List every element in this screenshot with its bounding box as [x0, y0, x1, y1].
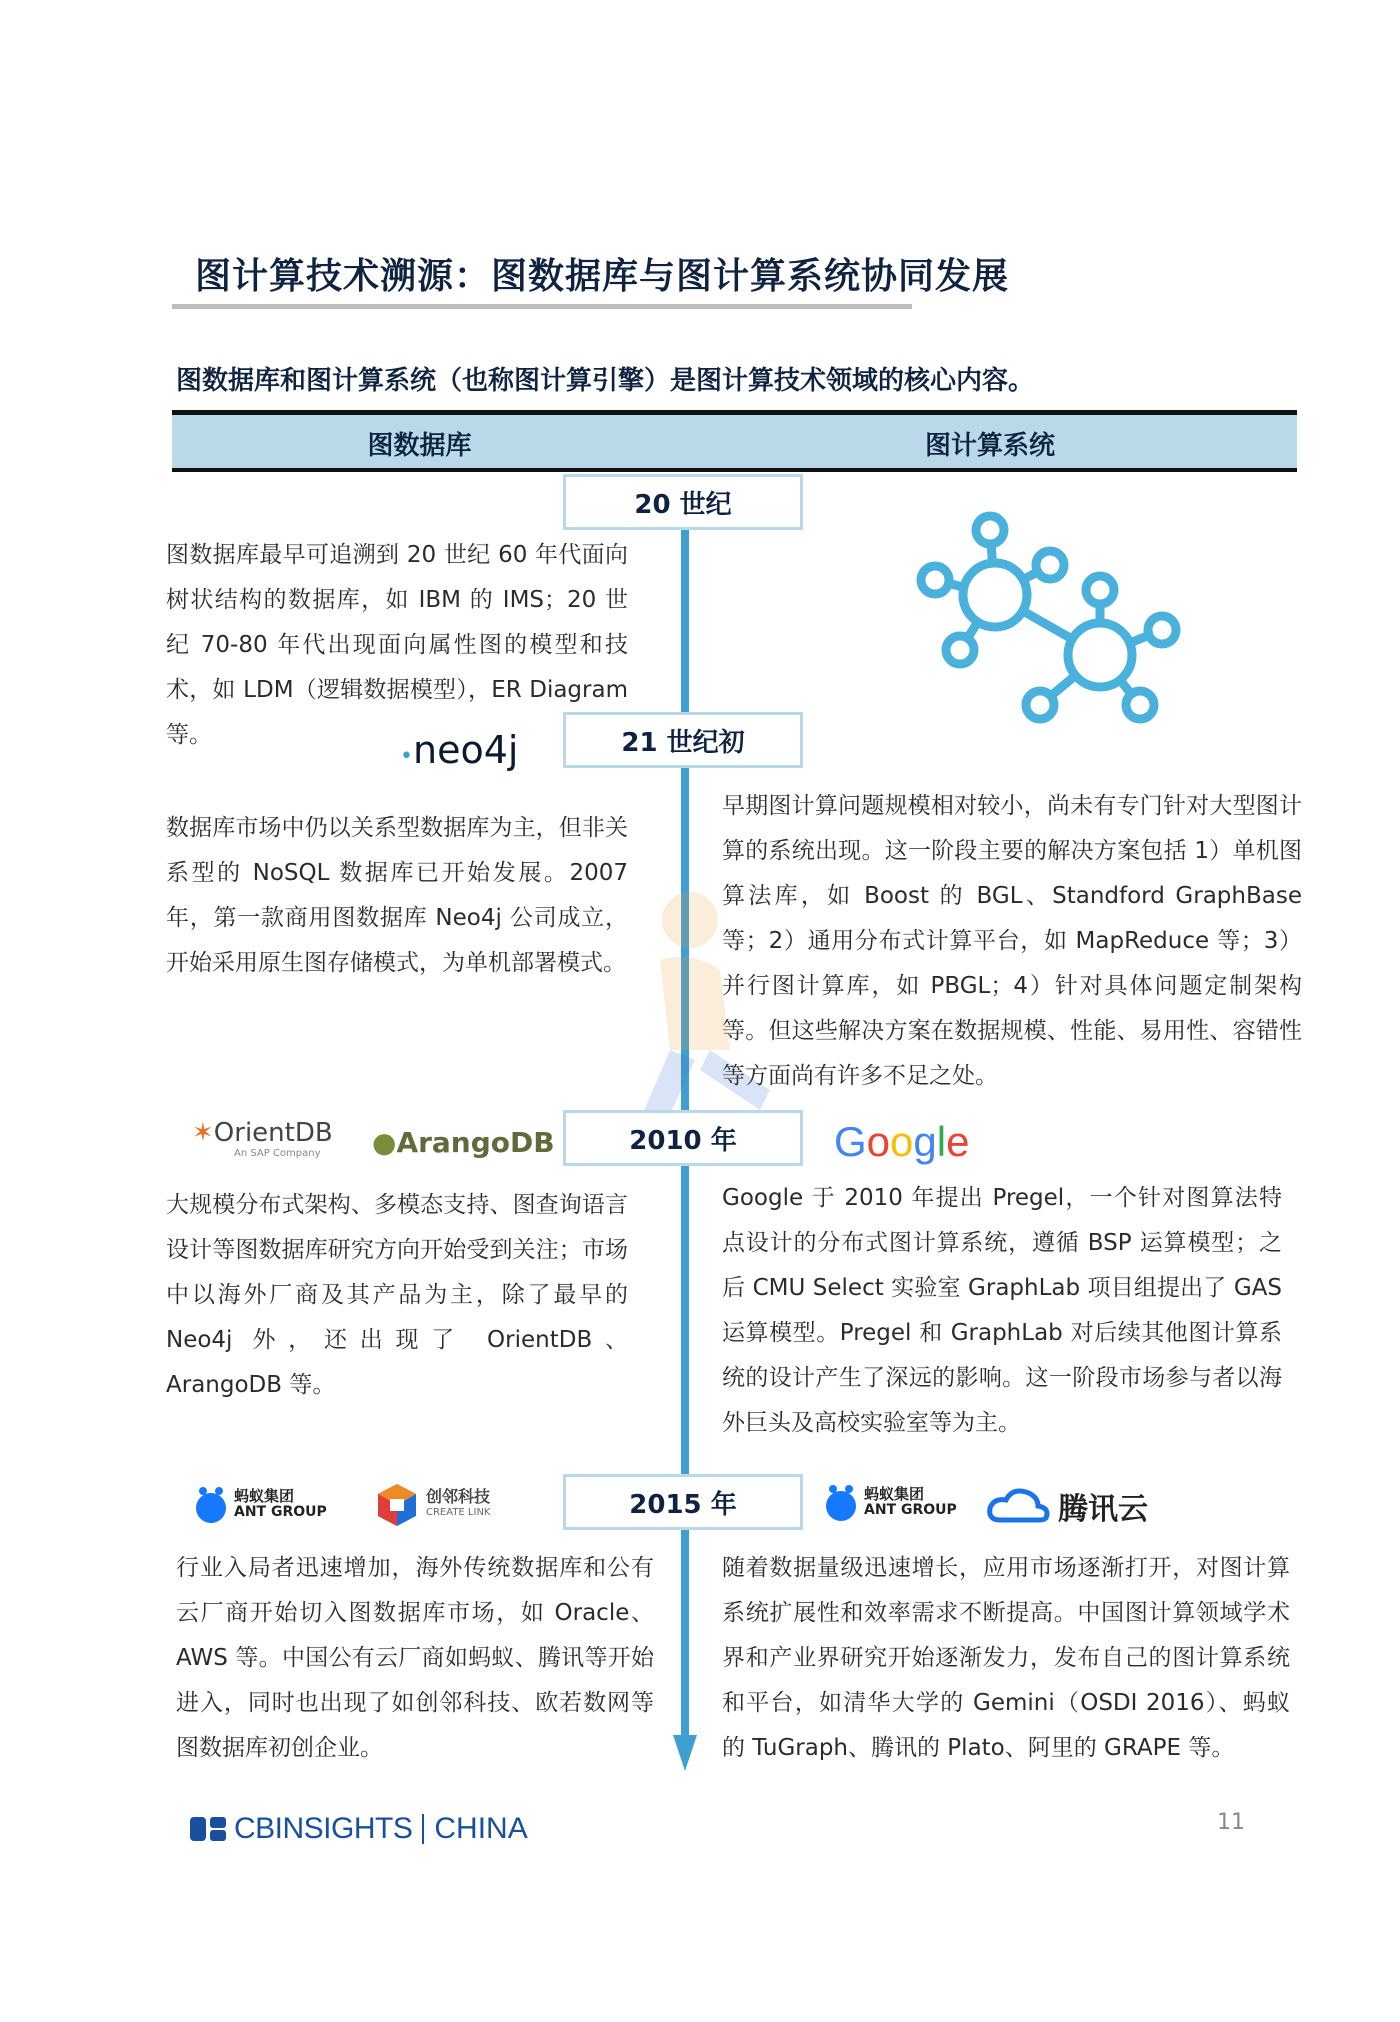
- avocado-icon: ●: [372, 1126, 397, 1159]
- right-text-early-21st-century: 早期图计算问题规模相对较小，尚未有专门针对大型图计算的系统出现。这一阶段主要的解决方案包括 1）单机图算法库，如 Boost 的 BGL、Standford GraphBase 等；2）通用分布式计算平台，如 MapReduce 等；3）并行图计算库，如 PBGL；4）针对具体问题定制架构等。但这些解决方案在数据规模、性能、易用性、容错性等方面尚有许多不足之处。: [722, 793, 1302, 1089]
- cbinsights-text: CBINSIGHTS: [234, 1812, 413, 1845]
- tencent-cloud-text: 腾讯云: [1058, 1492, 1148, 1527]
- google-logo: [834, 1118, 969, 1166]
- era-20th-century: 20 世纪: [563, 474, 803, 530]
- tencent-cloud-logo: [986, 1484, 1148, 1528]
- google-letter: l: [936, 1118, 947, 1165]
- graph-network-icon: [900, 500, 1200, 730]
- createlink-cn-text: 创邻科技: [426, 1487, 491, 1506]
- title-underline: [172, 304, 912, 309]
- google-letter: e: [946, 1118, 970, 1165]
- createlink-logo: [374, 1482, 490, 1528]
- orientdb-logo: [192, 1118, 333, 1159]
- google-letter: G: [834, 1118, 867, 1165]
- cb-mark-icon: [190, 1815, 228, 1843]
- neo4j-logo: [400, 728, 518, 772]
- era-2015: 2015 年: [563, 1474, 803, 1530]
- ant-group-logo-right: [822, 1482, 957, 1522]
- left-text-20th-century: 图数据库最早可追溯到 20 世纪 60 年代面向树状结构的数据库，如 IBM 的 IMS；20 世纪 70-80 年代出现面向属性图的模型和技术，如 LDM（逻辑数据模型），ER Diagram 等。: [166, 542, 628, 748]
- google-letter: o: [866, 1118, 891, 1165]
- orientdb-star-icon: ✶: [192, 1118, 214, 1148]
- footer-logo-divider: [422, 1814, 424, 1844]
- era-early-21st-century: 21 世纪初: [563, 712, 803, 768]
- left-text-early-21st-century: 数据库市场中仍以关系型数据库为主，但非关系型的 NoSQL 数据库已开始发展。2007 年，第一款商用图数据库 Neo4j 公司成立，开始采用原生图存储模式，为单机部署模式。: [166, 815, 628, 976]
- left-text-2010: 大规模分布式架构、多模态支持、图查询语言设计等图数据库研究方向开始受到关注；市场中以海外厂商及其产品为主，除了最早的 Neo4j 外，还出现了 OrientDB、ArangoDB 等。: [166, 1192, 628, 1398]
- header-graph-computing-system: 图计算系统: [924, 431, 1055, 461]
- neo4j-dot-icon: •: [400, 744, 413, 769]
- page-subtitle: 图数据库和图计算系统（也称图计算引擎）是图计算技术领域的核心内容。: [176, 366, 1035, 396]
- cbinsights-china-text: CHINA: [434, 1812, 528, 1845]
- timeline-arrow-icon: [673, 1735, 697, 1771]
- ant-icon: [192, 1484, 230, 1524]
- neo4j-logo-text: neo4j: [412, 728, 519, 772]
- createlink-en-text: CREATE LINK: [426, 1507, 491, 1518]
- header-bottom-rule: [172, 468, 1297, 472]
- arangodb-logo: [372, 1126, 555, 1159]
- ant-group-cn-text: 蚂蚁集团: [864, 1485, 925, 1503]
- orientdb-logo-text: OrientDB: [213, 1118, 333, 1148]
- ant-icon: [822, 1482, 860, 1522]
- ant-group-en-text: ANT GROUP: [864, 1502, 957, 1518]
- ant-group-cn-text: 蚂蚁集团: [234, 1487, 295, 1505]
- cbinsights-china-logo: [190, 1812, 528, 1846]
- right-text-2015: 随着数据量级迅速增长，应用市场逐渐打开，对图计算系统扩展性和效率需求不断提高。中国图计算领域学术界和产业界研究开始逐渐发力，发布自己的图计算系统和平台，如清华大学的 Gemini（OSDI 2016）、蚂蚁的 TuGraph、腾讯的 Plato、阿里的 GRAPE 等。: [722, 1555, 1290, 1761]
- right-text-2010: Google 于 2010 年提出 Pregel，一个针对图算法特点设计的分布式图计算系统，遵循 BSP 运算模型；之后 CMU Select 实验室 GraphLab 项目组提出了 GAS 运算模型。Pregel 和 GraphLab 对后续其他图计算系统的设计产生了深远的影响。这一阶段市场参与者以海外巨头及高校实验室等为主。: [722, 1185, 1282, 1436]
- google-letter: o: [890, 1118, 914, 1165]
- header-graph-database: 图数据库: [367, 431, 472, 461]
- page-title: 图计算技术溯源：图数据库与图计算系统协同发展: [195, 256, 1010, 297]
- era-2010: 2010 年: [563, 1110, 803, 1166]
- left-text-2015: 行业入局者迅速增加，海外传统数据库和公有云厂商开始切入图数据库市场，如 Oracle、AWS 等。中国公有云厂商如蚂蚁、腾讯等开始进入，同时也出现了如创邻科技、欧若数网等图数据库初创企业。: [176, 1555, 654, 1761]
- createlink-hex-icon: [374, 1482, 420, 1528]
- cloud-icon: [986, 1486, 1052, 1526]
- ant-group-logo-left: [192, 1484, 327, 1524]
- ant-group-en-text: ANT GROUP: [234, 1504, 327, 1520]
- orientdb-subtitle: An SAP Company: [234, 1148, 321, 1159]
- arangodb-logo-text: ArangoDB: [396, 1126, 555, 1159]
- google-letter: g: [913, 1118, 937, 1165]
- page-number: 11: [1217, 1810, 1245, 1835]
